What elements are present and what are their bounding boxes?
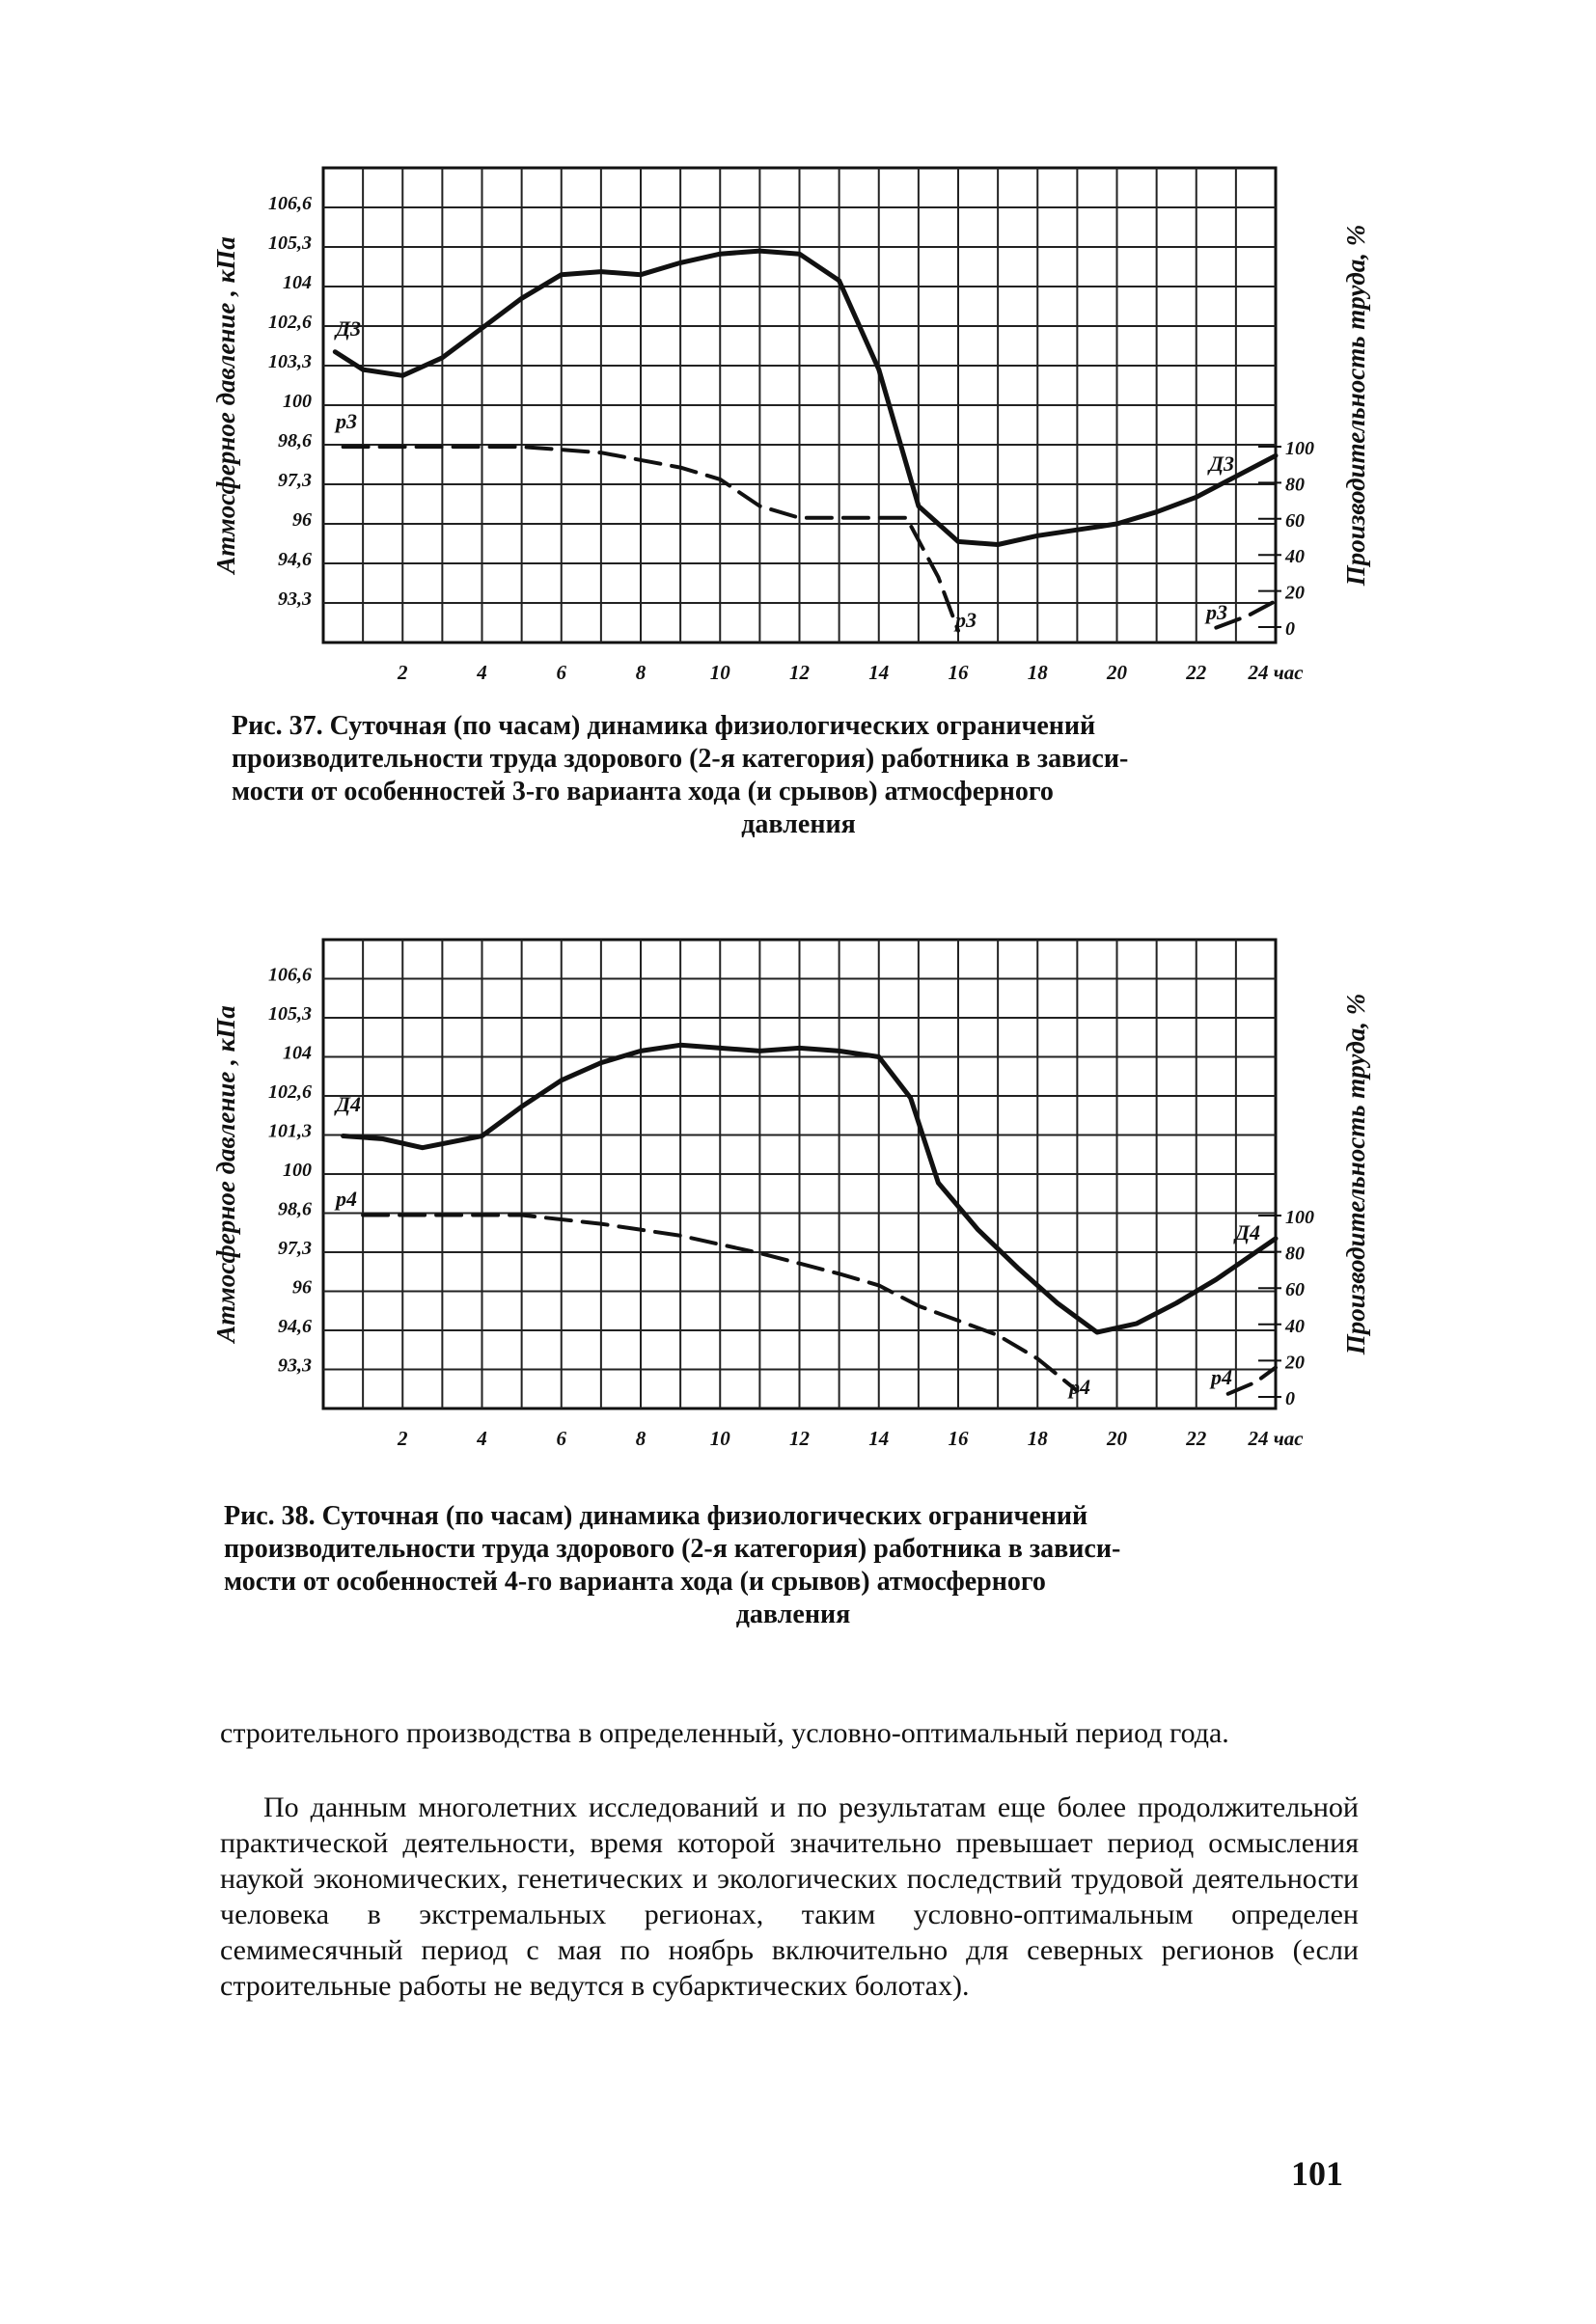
fig38-right-tick-label: 40 xyxy=(1285,1315,1305,1337)
fig37-left-tick-label: 103,3 xyxy=(268,351,312,372)
fig38-left-tick-label: 102,6 xyxy=(268,1081,312,1103)
fig38-x-tick-label: 20 xyxy=(1107,1427,1127,1450)
caption-37-line-1: Рис. 37. Суточная (по часам) динамика физиологических ограничений xyxy=(232,711,1096,741)
fig37-right-tick-label: 100 xyxy=(1285,438,1314,459)
fig38-x-tick-label: 16 xyxy=(948,1427,969,1450)
fig38-right-tick-label: 60 xyxy=(1285,1279,1305,1301)
body-paragraph-1: строительного производства в определенный, условно-оптимальный период года. xyxy=(220,1717,1229,1749)
fig37-series-label: Д3 xyxy=(336,316,362,341)
fig38-x-tick-label: 12 xyxy=(789,1427,810,1450)
fig38-x-tick-label: 2 xyxy=(398,1427,408,1450)
fig37-right-tick-label: 60 xyxy=(1285,509,1305,532)
fig38-left-tick-label: 96 xyxy=(292,1276,312,1299)
fig37-x-tick-label: 2 xyxy=(398,661,408,684)
fig38-left-tick-label: 97,3 xyxy=(278,1238,312,1259)
fig37-right-tick-label: 20 xyxy=(1285,582,1305,604)
chart-38 xyxy=(0,888,1596,1486)
fig38-right-tick-label: 100 xyxy=(1285,1207,1314,1228)
fig38-left-tick-label: 106,6 xyxy=(268,964,312,986)
fig38-series-label: p4 xyxy=(1211,1365,1232,1389)
fig38-left-tick-label: 100 xyxy=(283,1160,312,1181)
fig38-x-tick-label: 22 xyxy=(1186,1427,1207,1450)
fig37-left-tick-label: 102,6 xyxy=(268,312,312,333)
fig37-x-tick-label: 20 xyxy=(1107,661,1127,684)
fig37-x-tick-label: 24 час xyxy=(1248,661,1304,684)
caption-38-line-4: давления xyxy=(735,1599,851,1629)
fig38-series-0-line xyxy=(344,1045,1276,1332)
fig37-right-tick-label: 0 xyxy=(1285,618,1295,640)
fig38-right-tick-label: 0 xyxy=(1285,1388,1295,1409)
figure-38 xyxy=(0,888,1596,1486)
fig38-left-tick-label: 93,3 xyxy=(278,1354,312,1377)
fig38-x-tick-label: 8 xyxy=(635,1427,647,1450)
fig37-left-tick-label: 104 xyxy=(283,272,312,293)
fig38-x-tick-label: 24 час xyxy=(1248,1427,1304,1450)
fig37-left-axis-title: Атмосферное давление , кПа xyxy=(211,236,240,574)
fig38-left-tick-label: 98,6 xyxy=(278,1198,312,1220)
fig38-x-tick-label: 18 xyxy=(1027,1427,1048,1450)
fig38-x-tick-label: 10 xyxy=(709,1427,730,1450)
figure-37 xyxy=(0,0,1596,714)
fig38-left-tick-label: 105,3 xyxy=(268,1003,312,1025)
fig37-left-tick-label: 100 xyxy=(283,391,312,412)
fig37-x-tick-label: 6 xyxy=(556,661,566,684)
caption-37-line-4: давления xyxy=(741,809,856,839)
fig38-x-tick-label: 6 xyxy=(556,1427,566,1450)
page-number: 101 xyxy=(1291,2154,1343,2193)
fig37-x-tick-label: 16 xyxy=(948,661,969,684)
fig37-left-tick-label: 97,3 xyxy=(278,470,312,491)
fig37-series-label: p3 xyxy=(1206,600,1227,624)
fig38-left-tick-label: 101,3 xyxy=(268,1120,312,1142)
fig37-x-tick-label: 18 xyxy=(1027,661,1048,684)
fig37-x-tick-label: 14 xyxy=(868,661,890,684)
fig37-x-tick-label: 4 xyxy=(477,661,487,684)
fig37-x-tick-label: 12 xyxy=(789,661,810,684)
caption-38-line-1: Рис. 38. Суточная (по часам) динамика физиологических ограничений xyxy=(224,1501,1088,1531)
fig37-right-axis-title: Производительность труда, % xyxy=(1341,224,1370,587)
fig37-left-tick-label: 98,6 xyxy=(278,430,312,451)
fig38-right-axis-title: Производительность труда, % xyxy=(1341,993,1370,1355)
fig37-left-tick-label: 96 xyxy=(292,509,312,531)
caption-37-line-2: производительности труда здорового (2-я категория) работника в зависи- xyxy=(232,744,1129,774)
fig37-left-tick-label: 105,3 xyxy=(268,232,312,254)
fig38-left-tick-label: 104 xyxy=(283,1042,312,1064)
fig38-series-label: p4 xyxy=(1069,1375,1090,1399)
caption-37 xyxy=(232,710,1365,841)
fig37-left-tick-label: 93,3 xyxy=(278,588,312,610)
caption-37-line-3: мости от особенностей 3-го варианта хода (и срывов) атмосферного xyxy=(232,777,1054,807)
fig38-left-axis-title: Атмосферное давление , кПа xyxy=(211,1005,240,1343)
body-paragraph-2: По данным многолетних исследований и по результатам еще более продолжительной практической деятельности, время которой значительно превышает период осмысления наукой экономических, генетических и экологических последствий трудовой деятельности человека в экстремальных регионах, таким условно-оптимальным определен семимесячный период с мая по ноябрь включительно для северных регионов (если строительные работы не ведутся в субарктических болотах). xyxy=(220,1791,1359,2002)
fig38-series-label: p4 xyxy=(336,1187,357,1211)
fig37-right-tick-label: 80 xyxy=(1285,474,1305,496)
caption-38-line-2: производительности труда здорового (2-я категория) работника в зависи- xyxy=(224,1534,1121,1564)
fig37-series-label: p3 xyxy=(955,608,977,632)
fig37-left-tick-label: 106,6 xyxy=(268,193,312,214)
fig37-series-label: Д3 xyxy=(1209,451,1235,476)
caption-38 xyxy=(224,1500,1362,1631)
fig37-x-tick-label: 10 xyxy=(709,661,730,684)
fig38-x-tick-label: 4 xyxy=(477,1427,487,1450)
fig37-series-0-line xyxy=(335,251,1276,544)
fig37-right-tick-label: 40 xyxy=(1285,546,1305,568)
fig38-left-tick-label: 94,6 xyxy=(278,1316,312,1337)
caption-38-line-3: мости от особенностей 4-го варианта хода (и срывов) атмосферного xyxy=(224,1567,1046,1597)
fig37-left-tick-label: 94,6 xyxy=(278,549,312,570)
fig38-series-label: Д4 xyxy=(1235,1220,1261,1244)
fig38-x-tick-label: 14 xyxy=(868,1427,890,1450)
fig38-right-tick-label: 80 xyxy=(1285,1243,1305,1265)
fig37-x-tick-label: 22 xyxy=(1186,661,1207,684)
chart-37 xyxy=(0,0,1596,714)
fig38-series-label: Д4 xyxy=(336,1092,362,1116)
fig37-x-tick-label: 8 xyxy=(635,661,647,684)
fig38-right-tick-label: 20 xyxy=(1285,1352,1305,1374)
fig37-series-label: p3 xyxy=(336,409,357,433)
